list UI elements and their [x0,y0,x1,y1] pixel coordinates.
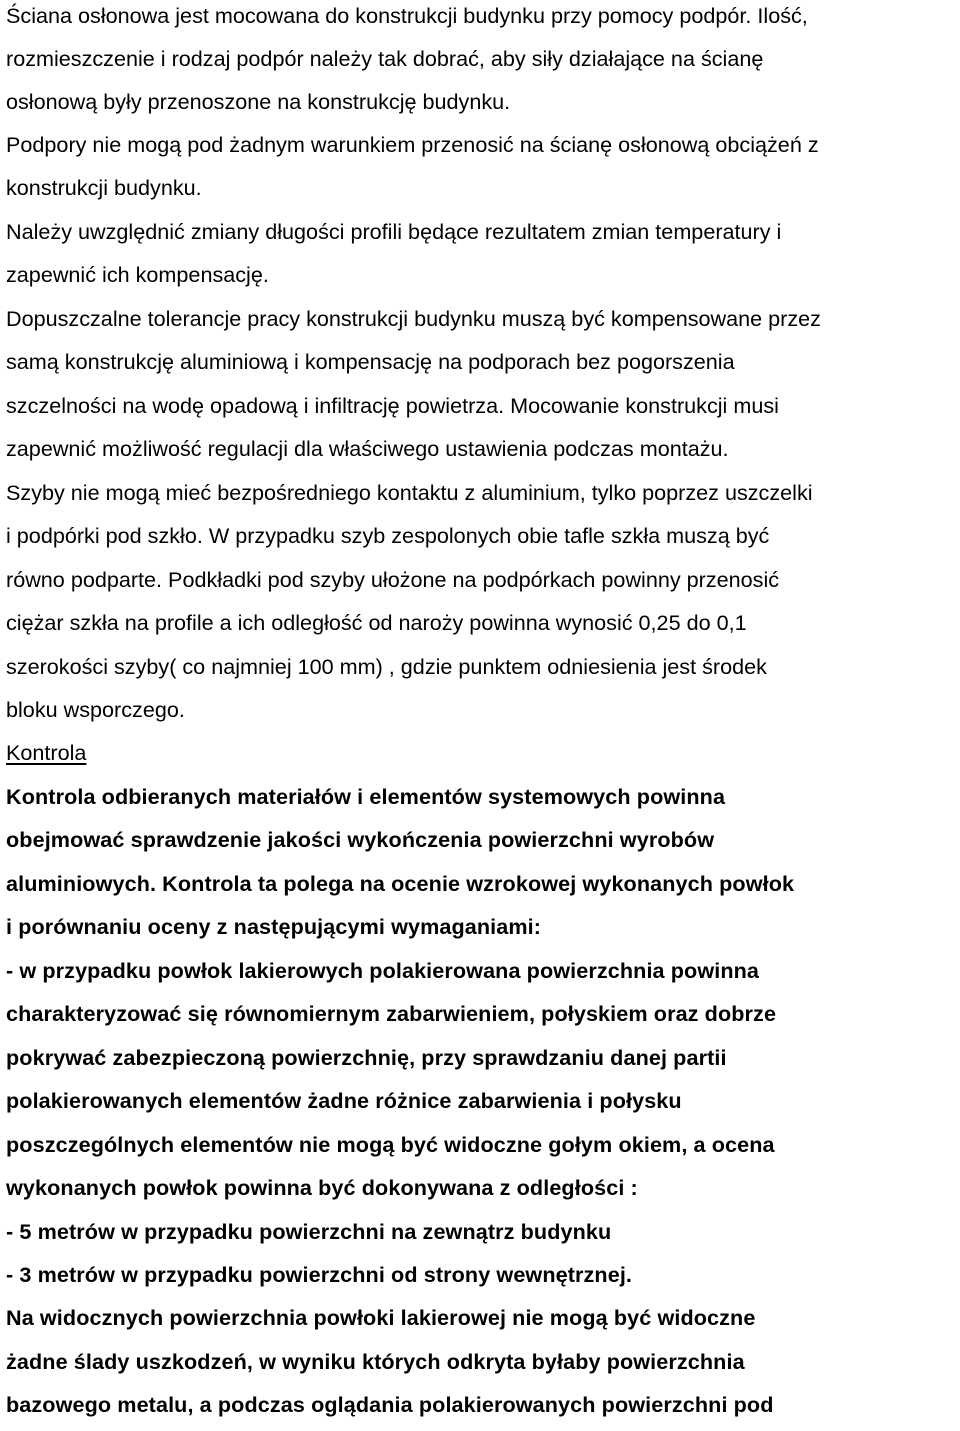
body-text-line: bloku wsporczego. [6,697,185,722]
bold-text-line: pokrywać zabezpieczoną powierzchnię, przy sprawdzaniu danej partii [6,1045,727,1070]
body-text-line: Dopuszczalne tolerancje pracy konstrukcji budynku muszą być kompensowane przez [6,306,821,331]
bold-text-line: aluminiowych. Kontrola ta polega na ocenie wzrokowej wykonanych powłok [6,871,795,896]
section-heading: Kontrola [6,740,87,765]
bold-text-line: polakierowanych elementów żadne różnice zabarwienia i połysku [6,1088,682,1113]
bold-text-line: bazowego metalu, a podczas oglądania polakierowanych powierzchni pod [6,1392,774,1417]
bold-text-line: Na widocznych powierzchnia powłoki lakierowej nie mogą być widoczne [6,1305,756,1330]
body-text-line: Ściana osłonowa jest mocowana do konstrukcji budynku przy pomocy podpór. Ilość, [6,3,808,28]
bold-text-line: - 3 metrów w przypadku powierzchni od strony wewnętrznej. [6,1262,633,1287]
body-text-line: osłonową były przenoszone na konstrukcję budynku. [6,89,511,114]
bold-text-line: - 5 metrów w przypadku powierzchni na zewnątrz budynku [6,1219,612,1244]
body-text-line: zapewnić możliwość regulacji dla właściwego ustawienia podczas montażu. [6,436,729,461]
bold-text-line: charakteryzować się równomiernym zabarwieniem, połyskiem oraz dobrze [6,1001,777,1026]
body-text-line: ciężar szkła na profile a ich odległość od naroży powinna wynosić 0,25 do 0,1 [6,610,747,635]
bold-text-line: poszczególnych elementów nie mogą być widoczne gołym okiem, a ocena [6,1132,775,1157]
body-text-line: konstrukcji budynku. [6,175,202,200]
body-text-line: Podpory nie mogą pod żadnym warunkiem przenosić na ścianę osłonową obciążeń z [6,132,819,157]
bold-text-line: wykonanych powłok powinna być dokonywana z odległości : [6,1175,638,1200]
body-text-line: rozmieszczenie i rodzaj podpór należy tak dobrać, aby siły działające na ścianę [6,46,764,71]
bold-text-line: obejmować sprawdzenie jakości wykończenia powierzchni wyrobów [6,827,715,852]
bold-text-line: Kontrola odbieranych materiałów i elementów systemowych powinna [6,784,726,809]
body-text-line: Należy uwzględnić zmiany długości profili będące rezultatem zmian temperatury i [6,219,782,244]
body-text-line: równo podparte. Podkładki pod szyby ułożone na podpórkach powinny przenosić [6,567,780,592]
body-text-line: szerokości szyby( co najmniej 100 mm) , gdzie punktem odniesienia jest środek [6,654,767,679]
body-text-line: szczelności na wodę opadową i infiltrację powietrza. Mocowanie konstrukcji musi [6,393,779,418]
body-text-line: i podpórki pod szkło. W przypadku szyb zespolonych obie tafle szkła muszą być [6,523,770,548]
body-text-line: zapewnić ich kompensację. [6,262,269,287]
body-text-line: Szyby nie mogą mieć bezpośredniego kontaktu z aluminium, tylko poprzez uszczelki [6,480,813,505]
bold-text-line: - w przypadku powłok lakierowych polakierowana powierzchnia powinna [6,958,760,983]
bold-text-line: żadne ślady uszkodzeń, w wyniku których odkryta byłaby powierzchnia [6,1349,745,1374]
bold-text-line: i porównaniu oceny z następującymi wymaganiami: [6,914,542,939]
body-text-line: samą konstrukcję aluminiową i kompensację na podporach bez pogorszenia [6,349,735,374]
